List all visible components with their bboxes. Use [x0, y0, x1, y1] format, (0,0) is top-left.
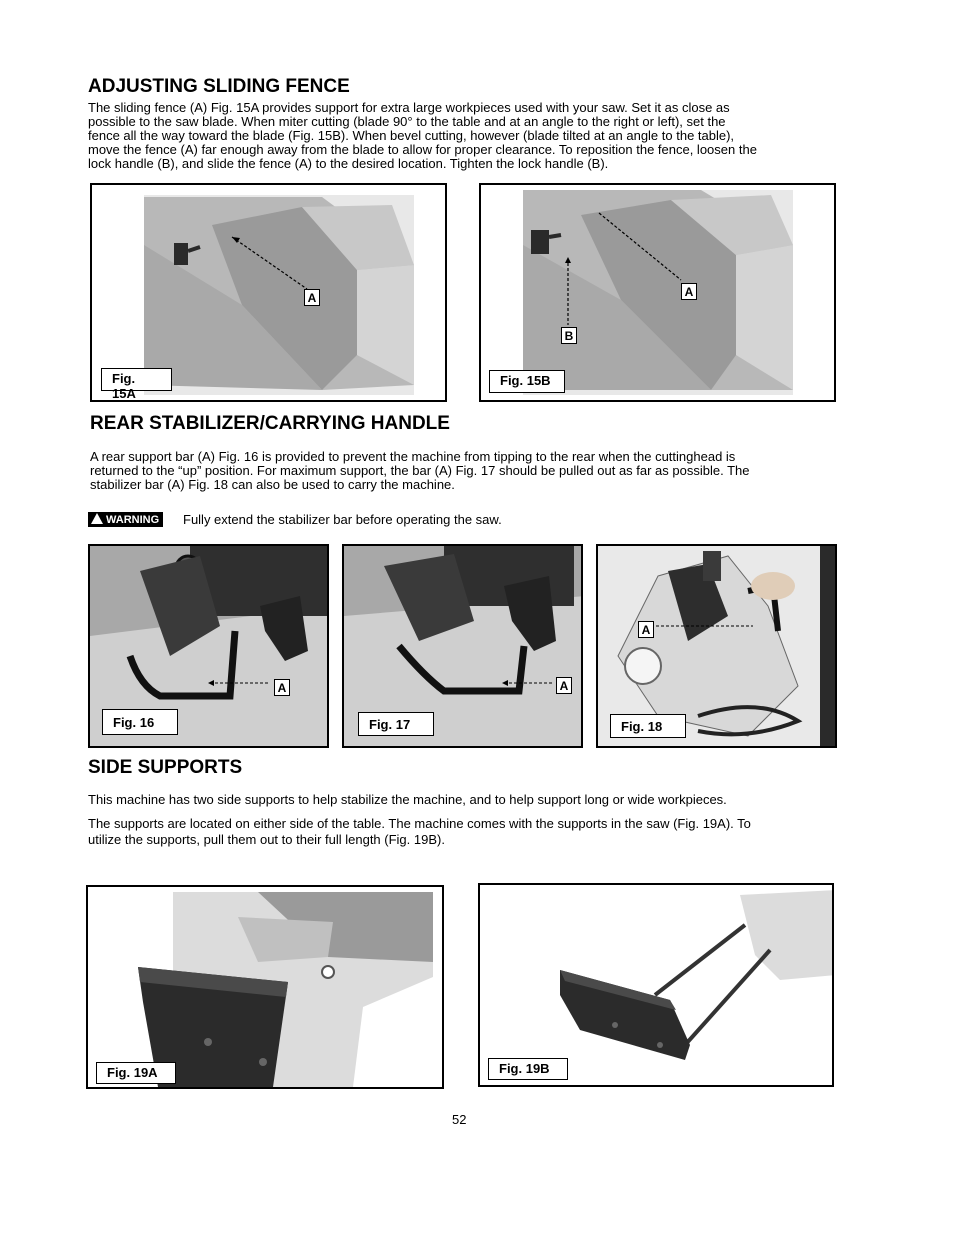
figure-19a	[86, 885, 444, 1089]
fig18-label: Fig. 18	[610, 714, 686, 738]
sliding-fence-line-2: possible to the saw blade. When miter cutting (blade 90° to the table and at an angle to the right or left), set the	[88, 114, 726, 129]
rear-stabilizer-line-1: A rear support bar (A) Fig. 16 is provided to prevent the machine from tipping to the rear when the cuttinghead is	[90, 449, 736, 464]
fig15a-label: Fig. 15A	[101, 368, 172, 391]
fig15b-callout-b: B	[561, 327, 577, 344]
warning-text: Fully extend the stabilizer bar before operating the saw.	[183, 512, 502, 527]
warning-triangle-icon	[91, 513, 103, 524]
fig15b-callout-a: A	[681, 283, 697, 300]
figure-18	[596, 544, 837, 748]
figure-15b	[479, 183, 836, 402]
rear-stabilizer-line-3: stabilizer bar (A) Fig. 18 can also be used to carry the machine.	[90, 477, 455, 492]
sliding-fence-line-5: lock handle (B), and slide the fence (A) to the desired location. Tighten the lock handle (B).	[88, 156, 609, 171]
rear-stabilizer-line-2: returned to the “up” position. For maximum support, the bar (A) Fig. 17 should be pulled out as far as possible. The	[90, 463, 750, 478]
fig19b-photo	[480, 885, 834, 1087]
fig17-label: Fig. 17	[358, 712, 434, 736]
section-heading-side-supports: SIDE SUPPORTS	[88, 757, 243, 778]
fig19b-label: Fig. 19B	[488, 1058, 568, 1080]
section-heading-sliding-fence: ADJUSTING SLIDING FENCE	[88, 76, 350, 97]
figure-19b	[478, 883, 834, 1087]
fig15b-label: Fig. 15B	[489, 370, 565, 393]
sliding-fence-line-4: move the fence (A) far enough away from the blade to allow for proper clearance. To reposition the fence, loosen the	[88, 142, 757, 157]
page-number: 52	[452, 1112, 467, 1127]
fig18-callout-a: A	[638, 621, 654, 638]
figure-15a	[90, 183, 447, 402]
sliding-fence-line-3: fence all the way toward the blade (Fig. 15B). When bevel cutting, however (blade tilted at an angle to the table),	[88, 128, 735, 143]
figure-17	[342, 544, 583, 748]
fig19a-photo	[88, 887, 444, 1089]
section-heading-rear-stabilizer: REAR STABILIZER/CARRYING HANDLE	[90, 413, 450, 434]
fig16-callout-a: A	[274, 679, 290, 696]
warning-badge	[88, 512, 163, 527]
fig17-callout-a: A	[556, 677, 572, 694]
side-supports-line-2: utilize the supports, pull them out to their full length (Fig. 19B).	[88, 832, 445, 847]
side-supports-line-1: The supports are located on either side of the table. The machine comes with the supports in the saw (Fig. 19A). To	[88, 816, 751, 831]
sliding-fence-line-1: The sliding fence (A) Fig. 15A provides support for extra large workpieces used with your saw. Set it as close as	[88, 100, 730, 115]
fig19a-label: Fig. 19A	[96, 1062, 176, 1084]
figure-16	[88, 544, 329, 748]
fig15a-callout-a: A	[304, 289, 320, 306]
side-supports-para-1: This machine has two side supports to help stabilize the machine, and to help support long or wide workpieces.	[88, 792, 727, 807]
fig16-label: Fig. 16	[102, 709, 178, 735]
warning-badge-text: WARNING	[106, 514, 160, 526]
